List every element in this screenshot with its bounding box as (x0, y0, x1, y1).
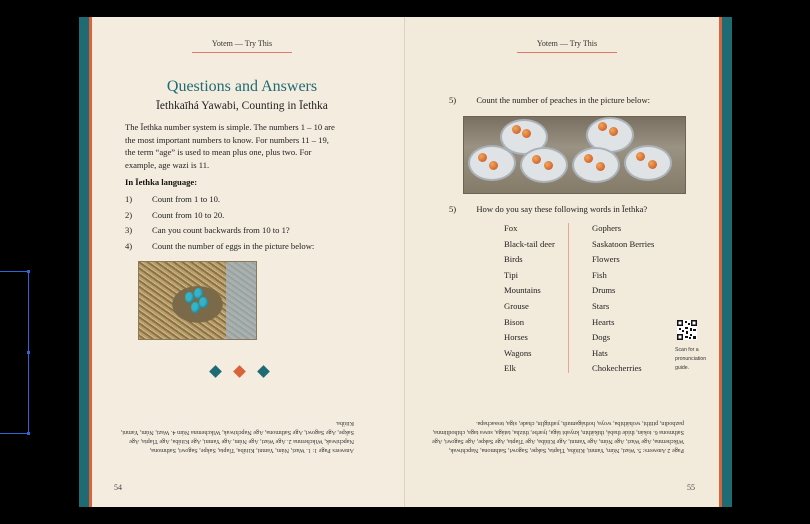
selection-bracket[interactable] (0, 271, 29, 434)
peach (544, 161, 553, 170)
page-number: 55 (687, 483, 695, 492)
teal-edge-stripe (722, 17, 732, 507)
peach (489, 161, 498, 170)
word-item: Bison (504, 316, 525, 327)
word-item: Mountains (504, 285, 541, 296)
peach (596, 162, 605, 171)
intro-paragraph: The Īethka number system is simple. The numbers 1 – 10 are the most important numbers to know. For numbers 11 – 19, the term “age” is used to mean plus one, plus two. For example, age wazi is 11. (125, 122, 335, 170)
peaches-photo (463, 116, 686, 194)
egg (191, 302, 200, 313)
peach (522, 129, 531, 138)
word-item: Black-tail deer (504, 238, 555, 249)
word-item: Fish (592, 269, 607, 280)
peach (584, 154, 593, 163)
upside-down-answers: Answers Page 1: 1. Wazi, Núm, Yamni, Kiiúba, Tlapta, Sakpe, Sagowi, Sathmona, Napchiwak, Wikchemna 2. Age Wazi, Age Núm, Age Yamni, Age Kiiúba, Age Tlapta, Age Sakpe, Age Sagowi, Age Sathmona, Age Napchiwak, Wikchemna Núm 4. Wazi, Núm, Yamni, Kiiúba. (120, 420, 354, 454)
word-item: Hearts (592, 316, 615, 327)
word-item: Flowers (592, 254, 620, 265)
right-page (405, 17, 732, 507)
question-item: 5) How do you say these following words in Īethka? (449, 204, 648, 214)
diamond-icon (257, 365, 270, 378)
upside-down-answers: Page 2 Answers: 5. Wazi, Núm, Yamni, Kiiúba, Tlapta, Sakpe, Sagowi, Sathmona, Napchiwak, Wikchemna, Age Wazi, Age Núm, Age Yamni, Age Kiiúba, Age Tlapta, Age Sakpe, Age Sagowi, Age Sathmona 6. tokán, thíde thabá, thikáthin, knyabi tága, iyarbe, thizha, tatága, suwa taga, chihodiimna, pazhodin, pitithi, woháthiba, woya, hothágamuth, yathiglin, chade, siga, tessachapa. (432, 420, 684, 454)
vocabulary-column-left (504, 223, 555, 379)
peach (648, 160, 657, 169)
running-head: Yotem — Try This (517, 39, 617, 53)
page-title: Questions and Answers (166, 78, 318, 95)
peach (532, 155, 541, 164)
word-item: Fox (504, 223, 518, 233)
diamond-icon (209, 365, 222, 378)
running-head: Yotem — Try This (192, 39, 292, 53)
diamond-icon (233, 365, 246, 378)
selection-handle[interactable] (27, 432, 30, 435)
peach (598, 122, 607, 131)
word-item: Gophers (592, 223, 622, 233)
question-item: 5) Count the number of peaches in the picture below: (449, 95, 651, 105)
nest-with-eggs-photo (138, 261, 257, 340)
word-item: Tipi (504, 269, 519, 280)
page-subtitle: Īethkaīhá Yawabi, Counting in Īethka (156, 100, 328, 112)
word-item: Horses (504, 332, 528, 343)
word-item: Dogs (592, 332, 611, 343)
vocabulary-column-right (592, 223, 654, 379)
qr-caption: Scan for a pronunciation guide. (675, 347, 707, 371)
peach (636, 152, 645, 161)
language-heading: In Īethka language: (125, 177, 198, 187)
peach (478, 153, 487, 162)
page-number: 54 (114, 483, 122, 492)
peach (512, 125, 521, 134)
word-item: Stars (592, 300, 610, 311)
word-item: Elk (504, 363, 516, 374)
word-item: Chokecherries (592, 363, 642, 374)
left-page: Yotem — Try This Questions and Answers Īethkaīhá Yawabi, Counting in Īethka The Īethka number system is simple. The numbers 1 – 10 are the most important numbers to know. For numbers 11 – 19, the term “age” is used to mean plus one, plus two. For example, age wazi is 11. In Īethka language: 1) Count from 1 to 10. 2) Count from 10 to 20. 3) Can you count backwards from 10 to 1? 4) Count the number of eggs in the picture below: Answers Page 1: 1. Wazi, Núm, Yamni, Kiiúba, Tlapta, Sakpe, Sagowi, Sathmona, Napchiwak, Wikchemna 2. Age Wazi, Age Núm, Age Yamni, Age Kiiúba, Age Tlapta, Age Sakpe, Age Sagowi, Age Sathmona, Age Napchiwak, Wikchemna Núm 4. Wazi, Núm, Yamni, Kiiúba. 54 (79, 17, 405, 507)
word-item: Saskatoon Berries (592, 238, 655, 249)
word-item: Wagons (504, 347, 532, 358)
word-item: Hats (592, 347, 608, 358)
qr-code-icon[interactable] (677, 320, 697, 340)
egg (185, 292, 194, 303)
selection-handle[interactable] (27, 270, 30, 273)
word-item: Birds (504, 254, 523, 265)
decorative-diamonds (207, 367, 277, 379)
selection-handle[interactable] (27, 351, 30, 354)
column-divider (568, 223, 569, 373)
egg (199, 297, 208, 308)
word-item: Drums (592, 285, 616, 296)
peach (609, 127, 618, 136)
word-item: Grouse (504, 300, 529, 311)
